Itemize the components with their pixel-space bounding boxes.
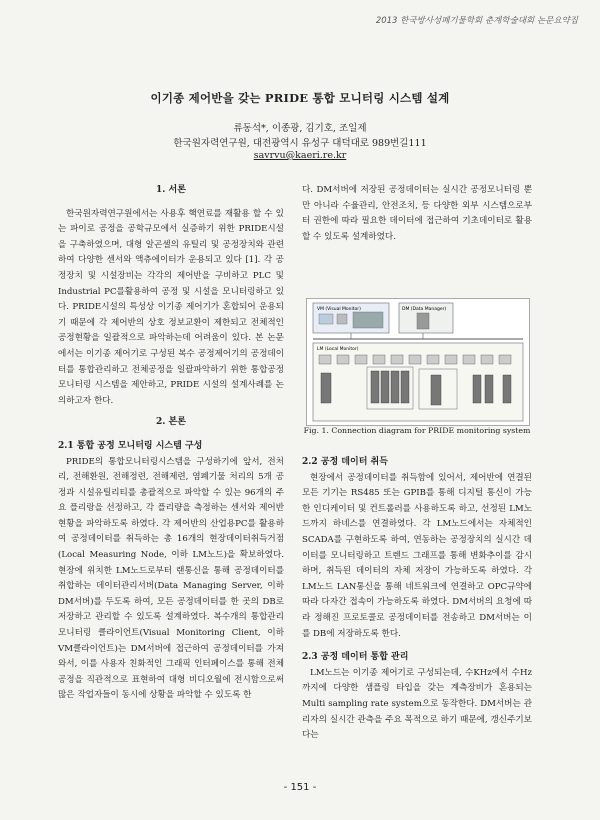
body-heading: 2. 본론: [156, 417, 186, 428]
author-email: savrvu@kaeri.re.kr: [253, 150, 347, 161]
figure-caption: Fig. 1. Connection diagram for PRIDE monitoring system: [303, 426, 531, 435]
page-number: - 151 -: [283, 782, 317, 793]
pc-icon: [337, 314, 347, 324]
affiliation: 한국원자력연구원, 대전광역시 유성구 대덕대로 989번길111: [173, 138, 427, 149]
intro-heading: 1. 서론: [156, 185, 186, 195]
section-2-1-heading: 2.1 통합 공정 모니터링 시스템 구성: [58, 440, 203, 451]
lm-box-label: LM (Local Monitor): [317, 347, 359, 352]
dm-box-label: DM (Data Manager): [402, 307, 447, 312]
lm-node-pcs: [319, 355, 511, 364]
right-column-top: [302, 183, 532, 245]
section-2-3-heading: 2.3 공정 데이터 통합 관리: [302, 652, 409, 663]
monitor-icon: [319, 314, 333, 324]
video-wall-icon: [353, 312, 383, 328]
right-column-bottom: [302, 455, 532, 744]
paper-title: 이기종 제어반을 갖는 PRIDE 통합 모니터링 시스템 설계: [150, 91, 450, 105]
section-2-2-heading: 2.2 공정 데이터 취득: [302, 457, 388, 467]
vm-box-label: VM (Visual Monitor): [317, 307, 361, 312]
section-2-1-paragraph: PRIDE의 통합모니터링시스템을 구성하기에 앞서, 전처리, 전해환원, 전해정련, 전해제련, 염폐기물 처리의 5개 공정과 시설유틸리티를 총괄적으로 파악할 수 있는 96개의 주요 플리랑을 선정하고, 각 플리량을 측정하는 센서와 제어반 현황을 파악하도록 하였다. 각 제어반의 산업용PC를 활용하여 공정데이터를 취득하는 총 16개의 현장데이터취득거점(Local Measuring Node, 이하 LM노드)을 확보하였다. 현장에 위치한 LM노드로부터 랜통신을 통해 공정데이터를 취합하는 데이터관리서버(Data Managing Server, 이하 DM서버)를 두도록 하여, 모든 공정데이터를 한 곳의 DB로 저장하고 관리할 수 있도록 설계하였다. 복수개의 통합관리 모니터링 클라이언트(Visual Monitoring Client, 이하 VM클라이언트)는 DM서버에 접근하여 공정데이터를 가져와서, 이를 사용자 친화적인 그래픽 인터페이스를 통해 전체 공정을 직관적으로 표현하여 대형 비디오월에 전시함으로써 많은 작업자들이 동시에 상황을 파악할 수 있도록 한: [58, 456, 284, 701]
connection-diagram: [306, 298, 530, 426]
left-column: [58, 183, 284, 704]
intro-paragraph: 한국원자력연구원에서는 사용후 핵연료를 재활용 할 수 있는 파이로 공정을 공학규모에서 실증하기 위한 PRIDE시설을 구축하였으며, 대형 알곤셀의 유틸리 및 공정장치와 관련하여 다양한 센서와 액츄에이터가 운용되고 있다 [1]. 각 공정장치 및 시설장비는 각각의 제어반을 구비하고 PLC 및 Industrial PC를활용하여 공정 및 시설을 모니터링하고 있다. PRIDE시설의 특성상 이기종 제어기가 혼합되어 운용되기 때문에 각 제어반의 상호 정보교환이 제한되고 전체적인 공정현황을 일괄적으로 파악하는데 어려움이 있다. 본 논문에서는 이기종 제어기로 구성된 복수 공정제어기의 공정데이터를 통합관리하고 전체공정을 일괄파악하기 위한 통합공정 모니터링 시스템을 제안하고, PRIDE 시설의 설계사례를 논의하고자 한다.: [58, 208, 284, 406]
section-2-3-paragraph: LM노드는 이기종 제어기로 구성되는데, 수KHz에서 수Hz 까지에 다양한 샘플링 타입을 갖는 계측장비가 혼용되는 Multi sampling rate system으로 동작한다. DM서버는 관리자의 실시간 관측을 주요 목적으로 하기 때문에, 갱신주기보다는: [302, 667, 532, 741]
continued-paragraph: 다. DM서버에 저장된 공정데이터는 실시간 공정모니터링 뿐만 아니라 수율관리, 안전조치, 등 다양한 외부 시스템으로부터 권한에 따라 필요한 데이터에 접근하여 기초데이터로 활용할 수 있도록 설계하였다.: [302, 185, 532, 242]
diagram-svg: [307, 299, 529, 425]
author-list: 류동석*, 이종광, 김기호, 조일제: [233, 123, 367, 134]
journal-header: 2013 한국방사성폐기물학회 춘계학술대회 논문요약집: [375, 16, 578, 26]
server-icon: [417, 313, 429, 329]
section-2-2-paragraph: 현장에서 공정데이터를 취득함에 있어서, 제어반에 연결된 모든 기기는 RS485 또는 GPIB를 통해 디지털 통신이 가능한 인디케이터 및 컨트롤러를 사용하도록 하고, 선정된 LM노드까지 하네스를 연결하였다. 각 LM노드에서는 자체적인 SCADA를 구현하도록 하여, 연동하는 공정장치의 실시간 데이터를 모니터링하고 트렌드 그래프를 통해 변화추이를 감시하며, 취득된 데이터의 자체 저장이 가능하도록 하였다. 각 LM노드 LAN통신을 통해 네트워크에 연결하고 OPC규약에 따라 다자간 접속이 가능하도록 하였다. DM서버의 요청에 따라 정해진 프로토콜로 공정데이터를 전송하고 DM서버는 이를 DB에 저장하도록 한다.: [302, 472, 532, 639]
